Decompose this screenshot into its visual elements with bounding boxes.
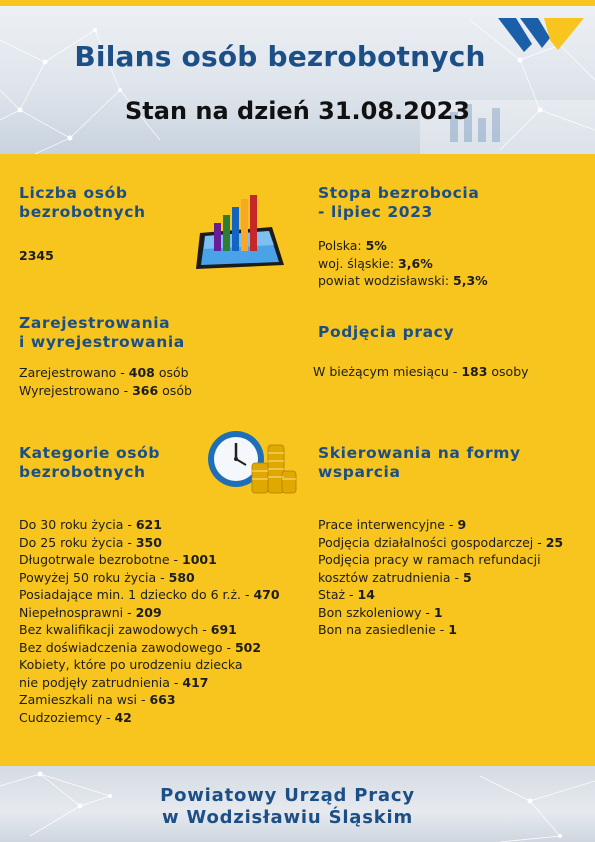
list-item: Polska: 5% bbox=[318, 238, 387, 253]
list-item: Posiadające min. 1 dziecko do 6 r.ż. - 470 bbox=[19, 587, 280, 602]
list-item: Długotrwale bezrobotne - 1001 bbox=[19, 552, 217, 567]
list-item: Podjęcia działalności gospodarczej - 25 bbox=[318, 534, 564, 550]
unemployment-rate-list bbox=[318, 237, 488, 290]
header-banner bbox=[0, 0, 595, 154]
list-item: Kobiety, które po urodzeniu dziecka bbox=[19, 657, 243, 672]
referrals-list bbox=[318, 516, 563, 639]
registrations-heading: Zarejestrowania i wyrejestrowania bbox=[19, 314, 185, 351]
page-title: Bilans osób bezrobotnych bbox=[74, 40, 486, 73]
list-item: Podjęcia pracy w ramach refundacji bbox=[318, 552, 541, 567]
list-item: Zamieszkali na wsi - 663 bbox=[19, 692, 176, 707]
list-item: Bon na zasiedlenie - 1 bbox=[318, 622, 457, 637]
job-starts-heading: Podjęcia pracy bbox=[318, 323, 455, 341]
job-starts-value: W bieżącym miesiącu - 183 osoby bbox=[313, 364, 529, 379]
footer-office-location: w Wodzisławiu Śląskim bbox=[161, 807, 414, 828]
clock-coins-icon bbox=[206, 425, 298, 499]
list-item: kosztów zatrudnienia - 5 bbox=[318, 569, 472, 585]
unemployed-count-value: 2345 bbox=[19, 248, 54, 263]
list-item: Powyżej 50 roku życia - 580 bbox=[19, 569, 195, 585]
registrations-list bbox=[19, 364, 192, 399]
list-item: Wyrejestrowano - 366 osób bbox=[19, 382, 192, 398]
list-item: Zarejestrowano - 408 osób bbox=[19, 365, 189, 380]
unemployment-rate-heading: Stopa bezrobocia - lipiec 2023 bbox=[318, 184, 480, 221]
brand-logo-icon bbox=[498, 14, 584, 54]
list-item: woj. śląskie: 3,6% bbox=[318, 255, 433, 271]
list-item: Bez kwalifikacji zawodowych - 691 bbox=[19, 622, 237, 637]
list-item: Bez doświadczenia zawodowego - 502 bbox=[19, 639, 262, 655]
footer-banner bbox=[0, 766, 595, 842]
unemployed-count-heading: Liczba osób bezrobotnych bbox=[19, 184, 146, 221]
footer-office-name: Powiatowy Urząd Pracy bbox=[160, 785, 415, 806]
list-item: Do 30 roku życia - 621 bbox=[19, 517, 162, 532]
categories-heading: Kategorie osób bezrobotnych bbox=[19, 444, 161, 481]
categories-list bbox=[19, 516, 280, 726]
referrals-heading: Skierowania na formy wsparcia bbox=[318, 444, 521, 481]
list-item: powiat wodzisławski: 5,3% bbox=[318, 273, 488, 288]
list-item: Bon szkoleniowy - 1 bbox=[318, 604, 443, 620]
list-item: Cudzoziemcy - 42 bbox=[19, 709, 132, 725]
list-item: Niepełnosprawni - 209 bbox=[19, 604, 162, 620]
list-item: Staż - 14 bbox=[318, 587, 375, 602]
list-item: nie podjęły zatrudnienia - 417 bbox=[19, 674, 209, 690]
tablet-chart-icon bbox=[190, 193, 286, 273]
list-item: Do 25 roku życia - 350 bbox=[19, 534, 162, 550]
list-item: Prace interwencyjne - 9 bbox=[318, 517, 467, 532]
page-subtitle: Stan na dzień 31.08.2023 bbox=[125, 97, 470, 125]
